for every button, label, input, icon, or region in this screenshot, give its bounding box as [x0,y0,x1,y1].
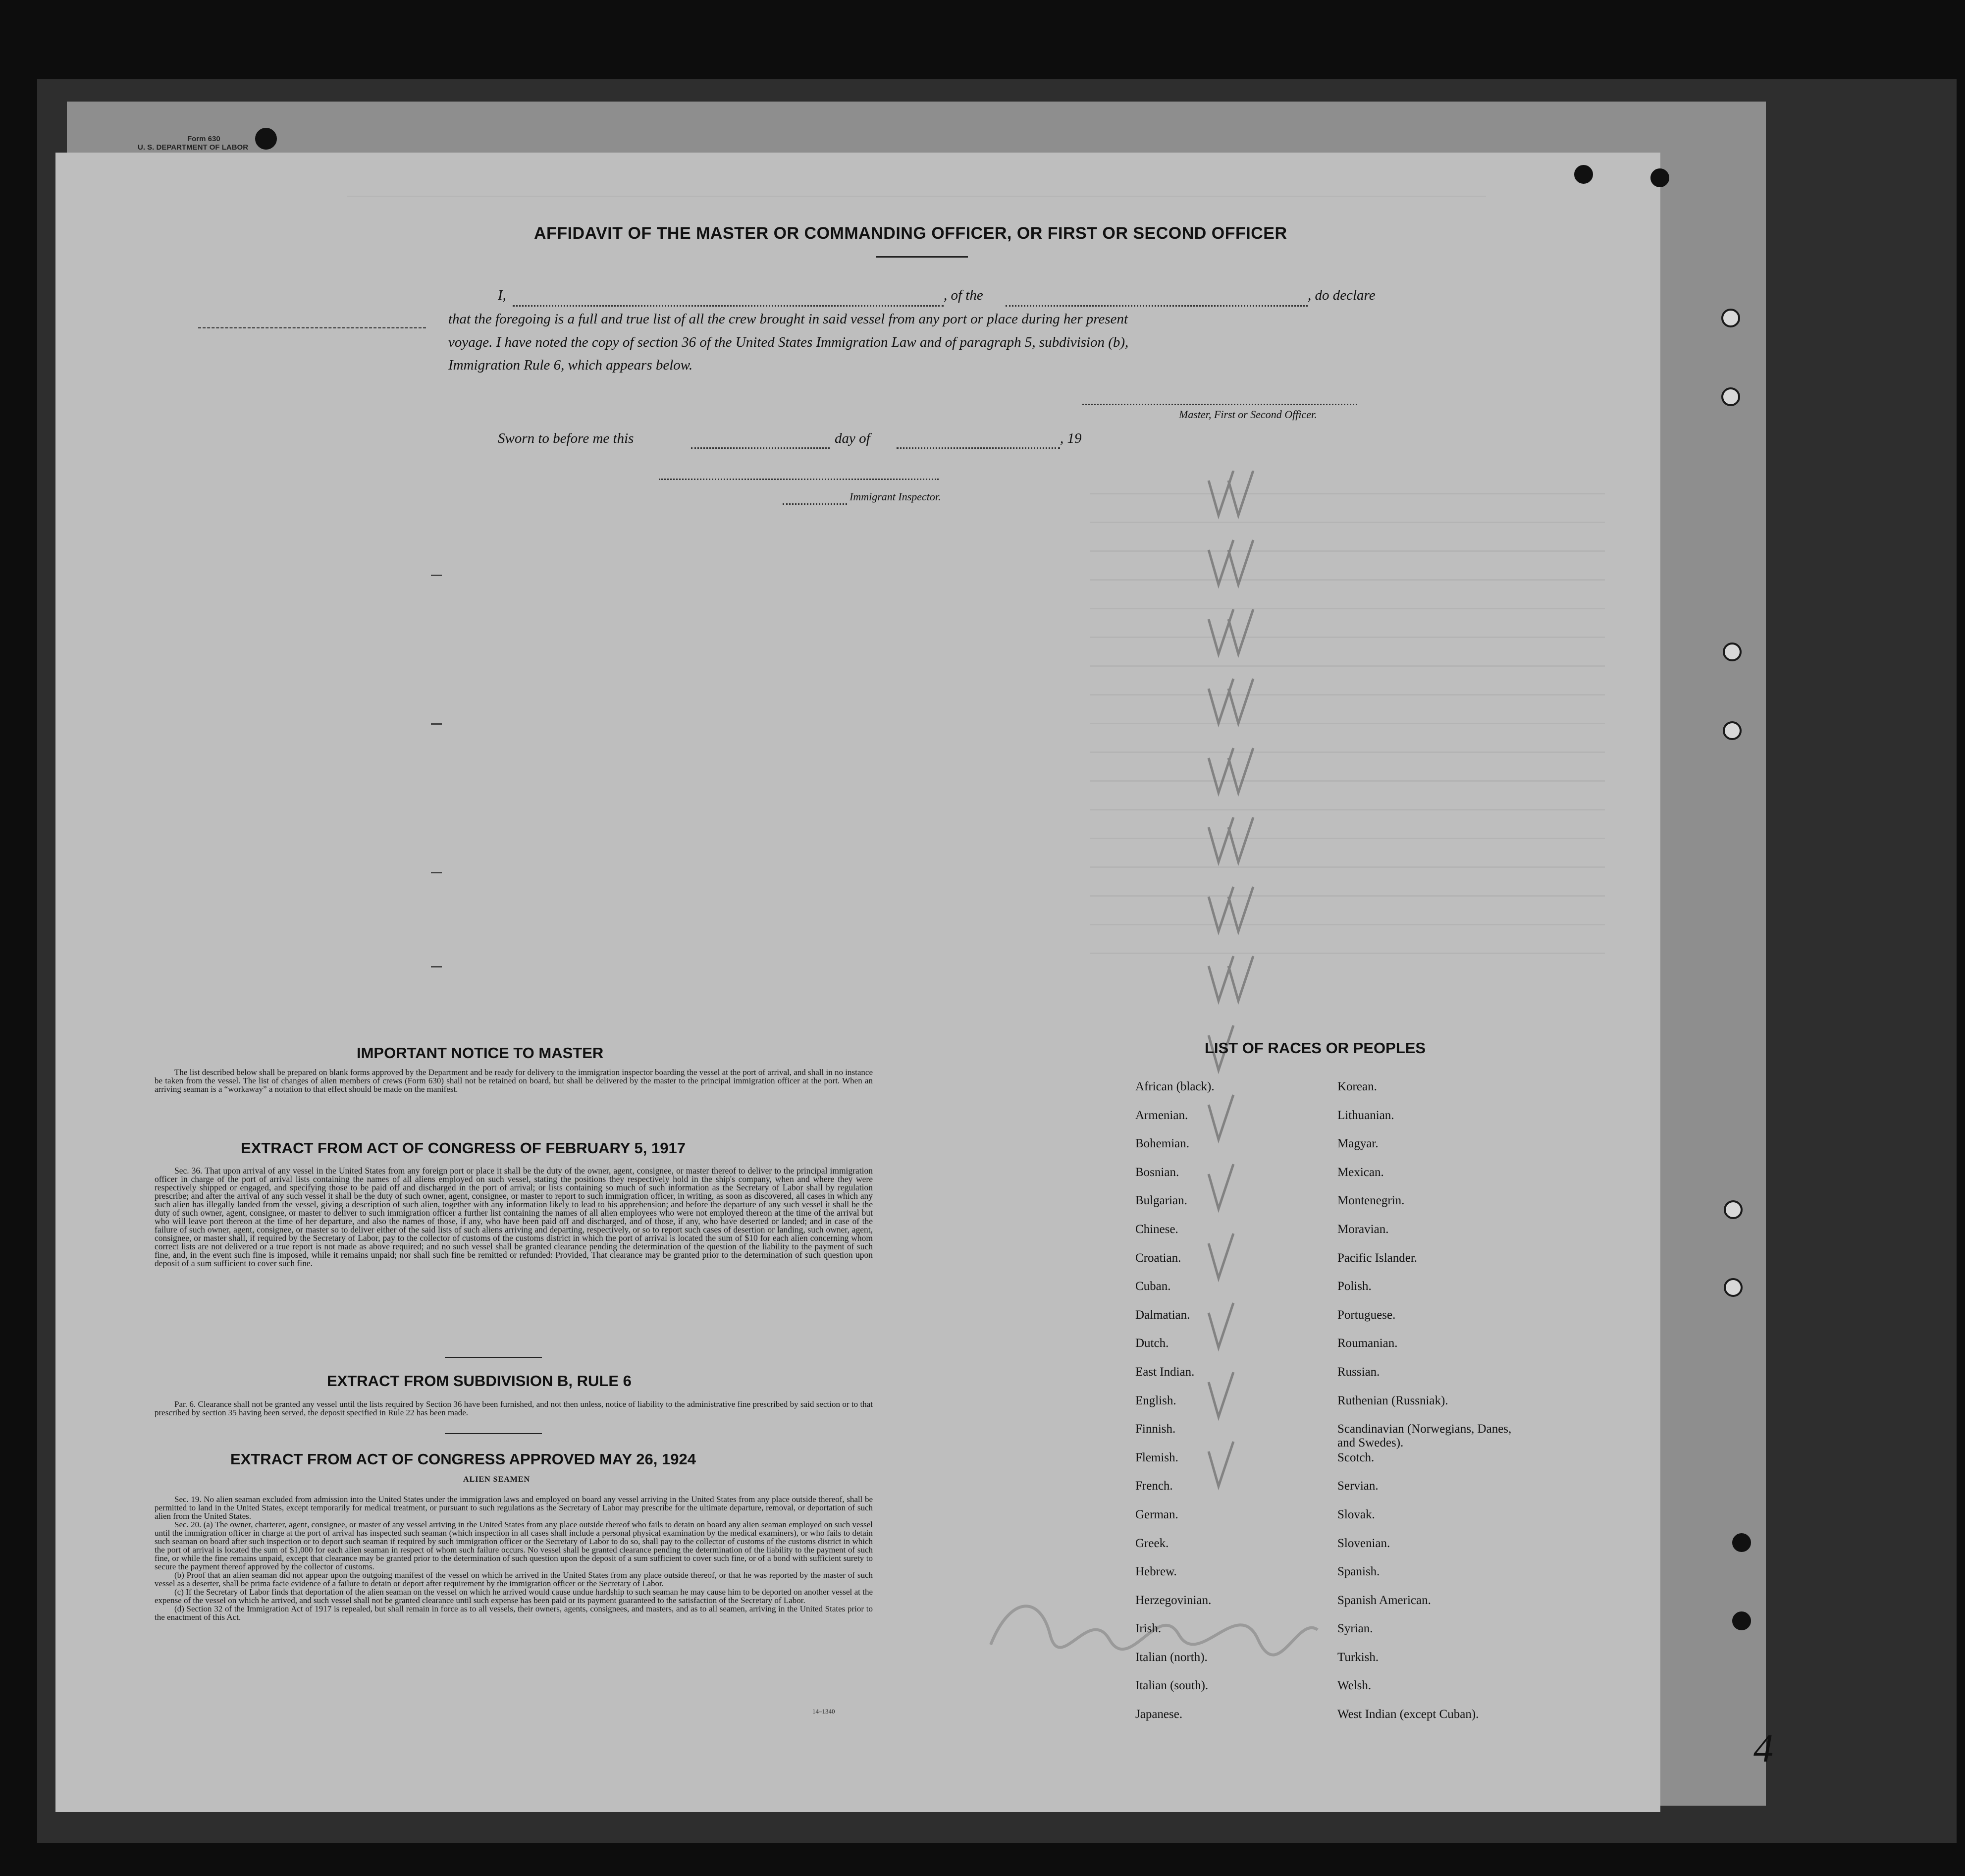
margin-tick [431,723,442,725]
month-blank [897,447,1060,449]
extract-1924-para: Sec. 20. (a) The owner, charterer, agent, consignee, or master of any vessel arriving in the United States from any place outside thereof who fails to detain on board any alien seaman employed on such vessel until the immigration officer in charge at the port of arrival has inspected such seaman (which inspection in all cases shall include a personal physical examination by the medical examiners), or who fails to detain such seaman on board after such inspection or to deport such seaman if required by such immigration officer or the Secretary of Labor to do so, shall pay to the collector of customs of the customs district in which the port of arrival is located the sum of $1,000 for each alien seaman in respect of whom such failure occurs. No vessel shall be granted clearance pending the determination of the liability to the payment of such fine, or while the fine remains unpaid, except that clearance may be granted prior to the determination of such question upon the deposit of a sum sufficient to cover such fine, or of a bond with sufficient surety to secure the payment thereof approved by the collector of customs. [155,1520,873,1571]
extract-1924-para: (c) If the Secretary of Labor finds that deportation of the alien seaman on the vessel on which he arrived would cause undue hardship to such seaman he may cause him to be deported on another vessel at the expense of the vessel on which he arrived, and such vessel shall not be granted clearance until such expense has been paid or its payment guaranteed to the satisfaction of the Secretary of Labor. [155,1587,873,1605]
extract-rule6-heading: EXTRACT FROM SUBDIVISION B, RULE 6 [327,1372,632,1390]
vessel-blank [1006,305,1308,307]
extract-1917-heading: EXTRACT FROM ACT OF CONGRESS OF FEBRUARY 5, 1917 [241,1139,686,1157]
race-item: Slovak. [1337,1507,1375,1521]
race-item: Montenegrin. [1337,1194,1405,1208]
race-item: French. [1135,1479,1173,1493]
race-item: Armenian. [1135,1108,1188,1122]
race-item: German. [1135,1507,1178,1521]
alien-seamen-subheading: ALIEN SEAMEN [463,1475,531,1484]
extract-rule6-text: Par. 6. Clearance shall not be granted any vessel until the lists required by Section 36 have been furnished, and not then unless, notice of liability to the administrative fine prescribed by said section or to that prescribed by section 35 having been served, the deposit specified in Rule 22 has been made. [155,1399,873,1417]
race-item: Italian (south). [1135,1679,1209,1693]
race-item: Turkish. [1337,1650,1379,1664]
race-item: Scandinavian (Norwegians, Danes, and Swedes). [1337,1422,1512,1450]
handwritten-corner-number: 4 [1753,1727,1773,1770]
race-item: Servian. [1337,1479,1379,1493]
notice-text: The list described below shall be prepared on blank forms approved by the Department and be ready for delivery to the immigration inspector boarding the vessel at the port of arrival, and shall in no instance be taken from the vessel. The list of changes of alien members of crews (Form 630) shall not be retained on board, but shall be delivered by the master to the principal immigration officer at the port. When an arriving seaman is a “workaway” a notation to that effect should be made on the manifest. [155,1068,873,1094]
extract-1924-para: (d) Section 32 of the Immigration Act of 1917 is repealed, but shall remain in force as to all vessels, their owners, agents, consignees, and masters, and as to all seamen, arriving in the United States prior to the enactment of this Act. [155,1604,873,1622]
form-number: Form 630 [187,135,220,143]
race-item: Portuguese. [1337,1308,1396,1322]
bleed-through-line [347,196,1486,216]
punch-hole-icon [1650,168,1669,187]
margin-tick [431,872,442,873]
do-declare-label: , do declare [1308,287,1376,303]
section-rule [445,1433,542,1434]
race-item: Bohemian. [1135,1137,1190,1151]
race-item: African (black). [1135,1080,1215,1093]
race-item: Pacific Islander. [1337,1251,1418,1265]
extract-1924-para: Sec. 19. No alien seaman excluded from admission into the United States under the immigration laws and employed on board any vessel arriving in the United States from any place outside thereof, shall be permitted to land in the United States, except temporarily for medical treatment, or pursuant to such regulations as the Secretary of Labor may prescribe for the ultimate departure, removal, or deportation of such alien from the United States. [155,1495,873,1521]
day-of-label: day of [835,430,870,446]
extract-1917-text: Sec. 36. That upon arrival of any vessel in the United States from any foreign port or place it shall be the duty of the owner, agent, consignee, or master thereof to deliver to the principal immigration officer in charge of the port of arrival lists containing the names of all aliens employed on such vessel, stating the positions they respectively hold in the ship's company, when and where they were respectively shipped or engaged, and specifying those to be paid off and discharged in the port of arrival; or lists containing so much of such information as the Secretary of Labor shall by regulation prescribe; and after the arrival of any such vessel it shall be the duty of such owner, agent, consignee, or master to report to such immigration officer, in writing, as soon as discovered, all cases in which any such alien has illegally landed from the vessel, giving a description of such alien, together with any information likely to lead to his apprehension; and before the departure of any such vessel it shall be the duty of such owner, agent, consignee, or master to deliver to such immigration officer a further list containing the names of all alien employees who were not employed thereon at the time of the arrival but who will leave port thereon at the time of her departure, and also the names of those, if any, who have been paid off and discharged, and of those, if any, who have deserted or landed; and in case of the failure of such owner, agent, consignee, or master so to deliver either of the said lists of such aliens arriving and departing, respectively, or so to report such cases of desertion or landing, such owner, agent, consignee, or master shall, if required by the Secretary of Labor, pay to the collector of customs of the customs district in which the port of arrival is located the sum of $10 for each alien concerning whom correct lists are not delivered or a true report is not made as above required; and no such vessel shall be granted clearance pending the determination of the question of the liability to the payment of such fine, and, in the event such fine is imposed, while it remains unpaid; nor shall such fine be remitted or refunded: Provided, That clearance may be granted prior to the determination of such question upon deposit of a sum sufficient to cover such fine. [155,1166,873,1268]
race-item: Irish. [1135,1622,1162,1636]
race-item: Roumanian. [1337,1337,1398,1350]
section-rule [445,1357,542,1358]
inspector-signature-line [659,479,939,480]
race-item: English. [1135,1394,1176,1407]
notice-heading: IMPORTANT NOTICE TO MASTER [357,1044,604,1062]
race-item: Moravian. [1337,1222,1389,1236]
race-item: Flemish. [1135,1450,1178,1464]
race-item: Polish. [1337,1280,1372,1293]
extract-1924-para: (b) Proof that an alien seaman did not appear upon the outgoing manifest of the vessel on which he arrived in the United States from any place outside thereof, or that he was reported by the master of such vessel as a deserter, shall be prima facie evidence of a failure to detain or deport after requirement by the immigration officer or the Secretary of Labor. [155,1570,873,1588]
inspector-dots [783,503,847,505]
races-left-column [1135,1080,1215,1736]
inspector-caption: Immigrant Inspector. [850,490,941,503]
margin-dashes [198,327,426,328]
race-item: Bosnian. [1135,1165,1179,1179]
punch-hole-icon [1723,643,1742,661]
race-item: Magyar. [1337,1137,1379,1151]
race-item: Ruthenian (Russniak). [1337,1394,1448,1407]
punch-hole-icon [1574,165,1593,184]
affidavit-i-label: I, [498,287,506,303]
affidavit-line-3: voyage. I have noted the copy of section 36 of the United States Immigration Law and of paragraph 5, subdivision (b), [448,334,1129,350]
race-item: Syrian. [1337,1622,1373,1636]
sworn-label: Sworn to before me this [498,430,634,446]
heading-rule [876,256,968,258]
race-item: Herzegovinian. [1135,1593,1212,1607]
race-item: Dalmatian. [1135,1308,1190,1322]
affidavit-heading: AFFIDAVIT OF THE MASTER OR COMMANDING OFFICER, OR FIRST OR SECOND OFFICER [534,224,1287,243]
extract-1924-heading: EXTRACT FROM ACT OF CONGRESS APPROVED MAY 26, 1924 [230,1450,696,1468]
year-label: , 19 [1060,430,1082,446]
punch-hole-icon [1721,309,1740,327]
race-item: Scotch. [1337,1450,1375,1464]
race-item: West Indian (except Cuban). [1337,1708,1479,1721]
race-item: Welsh. [1337,1679,1372,1693]
race-item: Croatian. [1135,1251,1181,1265]
name-blank [513,305,944,307]
race-item: Korean. [1337,1080,1377,1093]
margin-tick [431,966,442,967]
race-item: Lithuanian. [1337,1108,1394,1122]
race-item: Bulgarian. [1135,1194,1187,1208]
race-item: Mexican. [1337,1165,1384,1179]
race-item: Cuban. [1135,1280,1171,1293]
punch-hole-icon [1721,387,1740,406]
race-item: Italian (north). [1135,1650,1208,1664]
race-item: Japanese. [1135,1708,1183,1721]
race-item: Finnish. [1135,1422,1176,1436]
bleed-through-rows [1090,466,1605,961]
master-caption: Master, First or Second Officer. [1179,408,1317,421]
day-blank [691,447,830,449]
department-name: U. S. DEPARTMENT OF LABOR [138,143,249,152]
race-item: Hebrew. [1135,1565,1177,1579]
print-code: 14–1340 [812,1708,835,1715]
extract-1924-body [155,1495,873,1621]
race-item: Slovenian. [1337,1536,1390,1550]
race-item: Greek. [1135,1536,1169,1550]
race-item: East Indian. [1135,1365,1195,1379]
race-item: Chinese. [1135,1222,1178,1236]
affidavit-line-4: Immigration Rule 6, which appears below. [448,357,693,373]
of-the-label: , of the [944,287,983,303]
punch-hole-icon [1732,1611,1751,1630]
punch-hole-icon [255,128,277,150]
punch-hole-icon [1732,1533,1751,1552]
races-heading: LIST OF RACES OR PEOPLES [1205,1039,1426,1057]
race-item: Spanish American. [1337,1593,1431,1607]
master-signature-line [1082,404,1357,405]
underlying-form-header [138,135,248,152]
race-item: Russian. [1337,1365,1380,1379]
margin-tick [431,575,442,576]
punch-hole-icon [1723,721,1742,740]
races-right-column [1337,1080,1516,1736]
punch-hole-icon [1724,1200,1743,1219]
affidavit-line-2: that the foregoing is a full and true list of all the crew brought in said vessel from any port or place during her present [448,311,1128,327]
race-item: Dutch. [1135,1337,1169,1350]
race-item: Spanish. [1337,1565,1380,1579]
punch-hole-icon [1724,1278,1743,1297]
